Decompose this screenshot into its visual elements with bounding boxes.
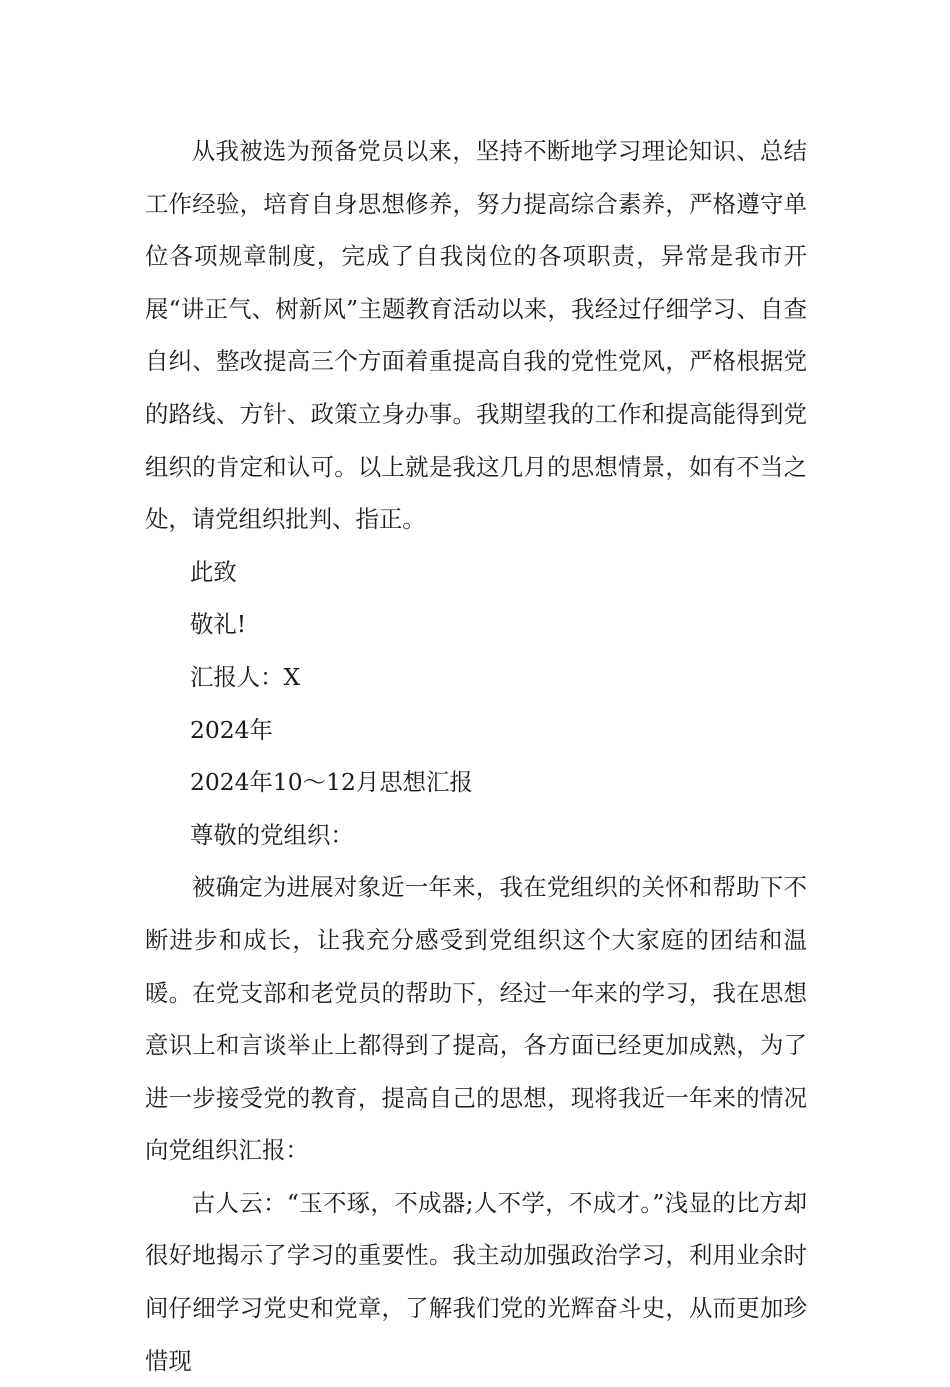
year-line: 2024年 [190, 715, 273, 744]
report-title: 2024年10～12月思想汇报 [190, 768, 473, 797]
reporter-line: 汇报人：X [190, 662, 301, 691]
body-paragraph-2: 被确定为进展对象近一年来，我在党组织的关怀和帮助下不断进步和成长，让我充分感受到党组织这个大家庭的团结和温暖。在党支部和老党员的帮助下，经过一年来的学习，我在思想意识上和言谈举止上都得到了提高，各方面已经更加成熟，为了进一步接受党的教育，提高自己的思想，现将我近一年来的情况向党组织汇报： [145, 873, 807, 1165]
salutation: 尊敬的党组织： [190, 820, 354, 849]
body-paragraph-1: 从我被选为预备党员以来，坚持不断地学习理论知识、总结工作经验，培育自身思想修养，努力提高综合素养，严格遵守单位各项规章制度，完成了自我岗位的各项职责，异常是我市开展“讲正气、树新风”主题教育活动以来，我经过仔细学习、自查自纠、整改提高三个方面着重提高自我的党性党风，严格根据党的路线、方针、政策立身办事。我期望我的工作和提高能得到党组织的肯定和认可。以上就是我这几月的思想情景，如有不当之处，请党组织批判、指正。 [145, 137, 807, 534]
document-page [145, 125, 807, 1387]
body-paragraph-3: 古人云：“玉不琢，不成器;人不学，不成才。”浅显的比方却很好地揭示了学习的重要性。我主动加强政治学习，利用业余时间仔细学习党史和党章，了解我们党的光辉奋斗史，从而更加珍惜现 [145, 1188, 807, 1375]
closing-line-1: 此致 [190, 557, 237, 586]
closing-line-2: 敬礼! [190, 610, 247, 639]
